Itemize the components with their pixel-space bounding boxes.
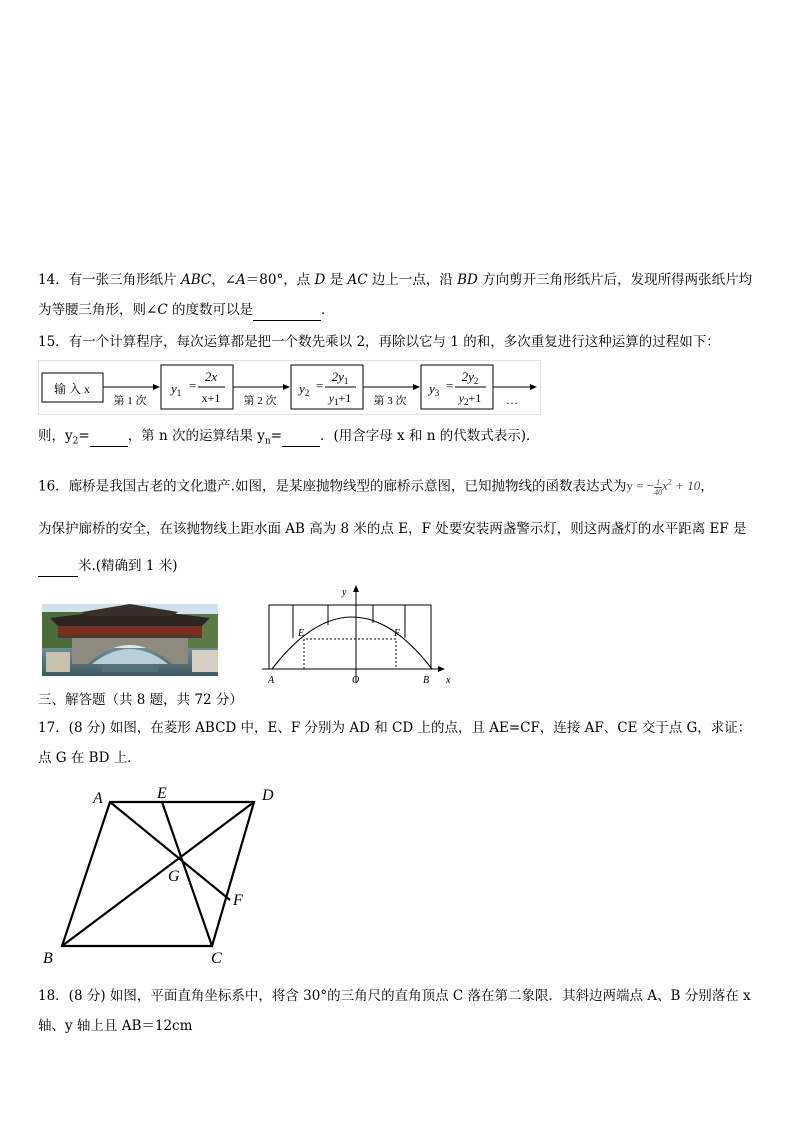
x-axis-label: x (446, 675, 451, 686)
box2-eq: = (316, 378, 324, 393)
point-e-label: E (157, 785, 167, 802)
ef-dashed-line (304, 639, 396, 669)
parabola-formula: y = − $\frac{1}{40}$ $x^2 + 10$ (626, 477, 701, 497)
parabola-bridge-diagram (260, 583, 450, 687)
q18-line-1: 18．(8 分) 如图，平面直角坐标系中，将含 30°的三角尺的直角顶点 C 落在第二象限．其斜边两端点 A、B 分别落在 x (38, 988, 751, 1004)
box1-numerator: 2x (204, 369, 218, 384)
box2-lhs: $y_2$ (299, 381, 310, 398)
box3-lhs: $y_3$ (429, 381, 440, 398)
segment-af (110, 802, 230, 900)
calculation-flow-diagram (38, 360, 542, 416)
box2-denominator: $y_1+1$ (328, 391, 352, 407)
rhombus-abcd-diagram (40, 784, 290, 968)
point-a-label: A (268, 675, 275, 686)
y-axis-label: y (342, 587, 347, 598)
input-label: 输 入 x (53, 382, 91, 396)
formula-fraction: $\frac{1}{40}$ (654, 477, 663, 497)
step-label-1: 第 1 次 (113, 395, 147, 407)
x-axis-arrow (438, 666, 445, 672)
q17-line-2: 点 G 在 BD 上． (38, 750, 141, 766)
q15-stem: 15．有一个计算程序，每次运算都是把一个数先乘以 2，再除以它与 1 的和，多次重复进行这种运算的过程如下： (38, 334, 720, 350)
q18-line-2: 轴、y 轴上且 AB＝12cm (38, 1018, 193, 1034)
box2-numerator: $2y_1$ (331, 369, 349, 386)
q16-line-3: 米.(精确到 1 米) (38, 556, 178, 577)
flow-arrowhead-3 (413, 384, 420, 390)
q14-line-1: 14．有一张三角形纸片 ABC，∠A＝80°，点 D 是 AC 边上一点，沿 BD 方向剪开三角形纸片后，发现所得两张纸片均 (38, 272, 753, 288)
step-label-2: 第 2 次 (243, 395, 277, 407)
point-e-label: E (298, 628, 305, 639)
box3-denominator: $y_2+1$ (458, 391, 482, 407)
vertex-b-label: B (43, 950, 53, 967)
vertex-d-label: D (262, 787, 274, 804)
q14-line-2: 为等腰三角形，则∠C 的度数可以是 ． (38, 300, 334, 321)
flow-ellipsis: … (506, 393, 518, 407)
answer-blank-y2 (90, 426, 128, 447)
box3-eq: = (446, 378, 454, 393)
q16-line-1: 16．廊桥是我国古老的文化遗产.如图，是某座抛物线型的廊桥示意图，已知抛物线的函数表达式为y = − $\frac{1}{40}$ $x^2 + 10$， (38, 477, 714, 497)
point-g-label: G (168, 868, 180, 885)
answer-blank-yn (282, 426, 320, 447)
box1-lhs: $y_1$ (171, 381, 182, 398)
parabola-arch (272, 617, 432, 669)
vertex-a-label: A (93, 790, 103, 807)
y-axis-arrow (353, 585, 359, 592)
point-b-label: B (423, 675, 430, 686)
section-3-title: 三、解答题（共 8 题，共 72 分） (38, 692, 243, 708)
point-f-label: F (394, 628, 401, 639)
flow-arrowhead-2 (283, 384, 290, 390)
q15-answer-line: 则，$y_2=$ ，第 n 次的运算结果 $y_n=$ ．(用含字母 x 和 n 的代数式表示)． (38, 428, 540, 447)
flow-arrowhead-4 (530, 384, 537, 390)
q16-line-2: 为保护廊桥的安全，在该抛物线上距水面 AB 高为 8 米的点 E，F 处要安装两盏警示灯，则这两盏灯的水平距离 EF 是 (38, 521, 747, 537)
q17-line-1: 17．(8 分) 如图，在菱形 ABCD 中，E、F 分别为 AD 和 CD 上的点，且 AE=CF，连接 AF、CE 交于点 G，求证： (38, 720, 752, 736)
point-f-label: F (233, 892, 243, 909)
step-label-3: 第 3 次 (373, 395, 407, 407)
diagonal-bd (62, 802, 254, 946)
box1-eq: = (189, 378, 197, 393)
covered-bridge-photo (42, 604, 218, 676)
box1-denominator: x+1 (201, 391, 221, 405)
origin-label: O (352, 675, 360, 686)
vertex-c-label: C (211, 950, 222, 967)
bridge-photo-image (42, 604, 218, 676)
box3-numerator: $2y_2$ (461, 369, 479, 386)
answer-blank (38, 556, 78, 577)
answer-blank (253, 300, 321, 321)
flow-arrowhead-1 (153, 384, 160, 390)
